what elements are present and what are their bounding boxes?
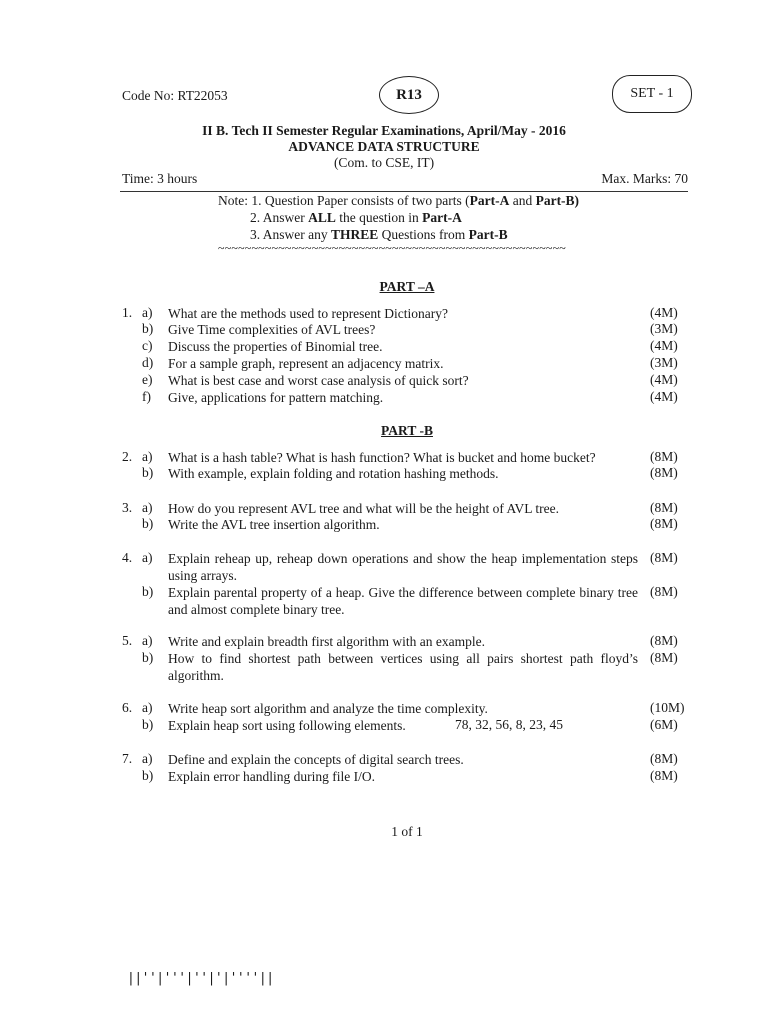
sub-label: a) [142,550,153,565]
heap-elements: 78, 32, 56, 8, 23, 45 [455,717,563,732]
sub-label: e) [142,372,153,387]
branches: (Com. to CSE, IT) [333,155,435,170]
question-text: What is a hash table? What is hash function? What is bucket and home bucket? [168,450,596,465]
note-2-bold-a: ALL [308,210,336,225]
regulation-label: R13 [396,86,422,103]
part-b-heading: PART -B [381,423,433,438]
sub-label: b) [142,465,154,480]
question-number: 5. [122,633,133,648]
set-label: SET - 1 [630,86,674,101]
note-line-2 [250,210,462,226]
sub-label: a) [142,500,153,515]
question-text: Explain error handling during file I/O. [168,769,375,784]
question-marks: (8M) [650,751,678,766]
note-2-mid: the question in [335,210,423,225]
question-marks: (8M) [650,650,678,665]
question-marks: (3M) [650,355,678,370]
header-divider [120,191,688,192]
question-text: Write the AVL tree insertion algorithm. [168,517,380,532]
question-marks: (4M) [650,305,678,320]
sub-label: b) [142,321,154,336]
question-number: 7. [122,751,133,766]
sub-label: f) [142,389,151,404]
sub-label: a) [142,449,153,464]
question-number: 2. [122,449,133,464]
set-badge [612,75,692,113]
question-marks: (3M) [650,321,678,336]
question-text: How do you represent AVL tree and what will be the height of AVL tree. [168,501,560,516]
question-text: With example, explain folding and rotation hashing methods. [168,466,499,481]
note-1-text: Note: 1. Question Paper consists of two parts ( [218,193,470,208]
question-text: What is best case and worst case analysis of quick sort? [168,373,469,388]
question-text: Write heap sort algorithm and analyze the time complexity. [168,701,488,716]
question-marks: (4M) [650,389,678,404]
question-marks: (6M) [650,717,678,732]
question-marks: (8M) [650,516,678,531]
question-text: Discuss the properties of Binomial tree. [168,339,383,354]
question-text: Give, applications for pattern matching. [168,390,384,405]
question-marks: (8M) [650,449,678,464]
exam-title: II B. Tech II Semester Regular Examinations, April/May - 2016 [202,123,566,138]
sub-label: b) [142,650,154,665]
sub-label: b) [142,768,154,783]
barcode: ||''|'''|''|'|''''|| [127,971,274,986]
sub-label: d) [142,355,154,370]
note-3-mid: Questions from [378,227,469,242]
question-text: Define and explain the concepts of digital search trees. [168,752,464,767]
note-3-bold-b: Part-B [468,227,508,242]
note-line-1 [218,193,579,209]
question-marks: (8M) [650,633,678,648]
question-text: Give Time complexities of AVL trees? [168,322,376,337]
question-number: 1. [122,305,133,320]
question-text: Explain reheap up, reheap down operations and show the heap implementation steps using arrays. [168,551,638,583]
note-3-bold-a: THREE [331,227,379,242]
code-number: Code No: RT22053 [122,88,228,103]
part-a-heading: PART –A [379,279,435,294]
note-1-bold-b: Part-B) [535,193,580,208]
question-marks: (10M) [650,700,685,715]
note-1-mid: and [509,193,536,208]
max-marks: Max. Marks: 70 [601,171,688,186]
sub-label: c) [142,338,153,353]
sub-label: a) [142,700,153,715]
sub-label: a) [142,751,153,766]
note-3-text: 3. Answer any [250,227,331,242]
question-text: Explain heap sort using following elements. [168,718,406,733]
note-1-bold-a: Part-A [469,193,510,208]
question-text: How to find shortest path between vertices using all pairs shortest path floyd’s algorithm. [168,651,638,683]
sub-label: b) [142,717,154,732]
sub-label: a) [142,633,153,648]
question-marks: (4M) [650,372,678,387]
subject-title: ADVANCE DATA STRUCTURE [288,139,480,154]
sub-label: b) [142,584,154,599]
page-number: 1 of 1 [391,824,423,839]
question-text: What are the methods used to represent Dictionary? [168,306,449,321]
question-marks: (8M) [650,550,678,565]
question-marks: (8M) [650,465,678,480]
question-marks: (8M) [650,584,678,599]
question-number: 4. [122,550,133,565]
question-marks: (8M) [650,768,678,783]
question-text: For a sample graph, represent an adjacency matrix. [168,356,444,371]
exam-time: Time: 3 hours [122,171,198,186]
notes-separator: ~~~~~~~~~~~~~~~~~~~~~~~~~~~~~~~~~~~~~~~~~~~~~~~~~~~~ [218,241,566,255]
question-number: 6. [122,700,133,715]
sub-label: b) [142,516,154,531]
question-marks: (4M) [650,338,678,353]
question-text: Write and explain breadth first algorithm with an example. [168,634,485,649]
question-number: 3. [122,500,133,515]
sub-label: a) [142,305,153,320]
note-2-text: 2. Answer [250,210,309,225]
note-2-bold-b: Part-A [422,210,462,225]
regulation-badge [379,76,439,114]
question-text: Explain parental property of a heap. Give the difference between complete binary tree and almost complete binary tree. [168,585,638,617]
question-marks: (8M) [650,500,678,515]
